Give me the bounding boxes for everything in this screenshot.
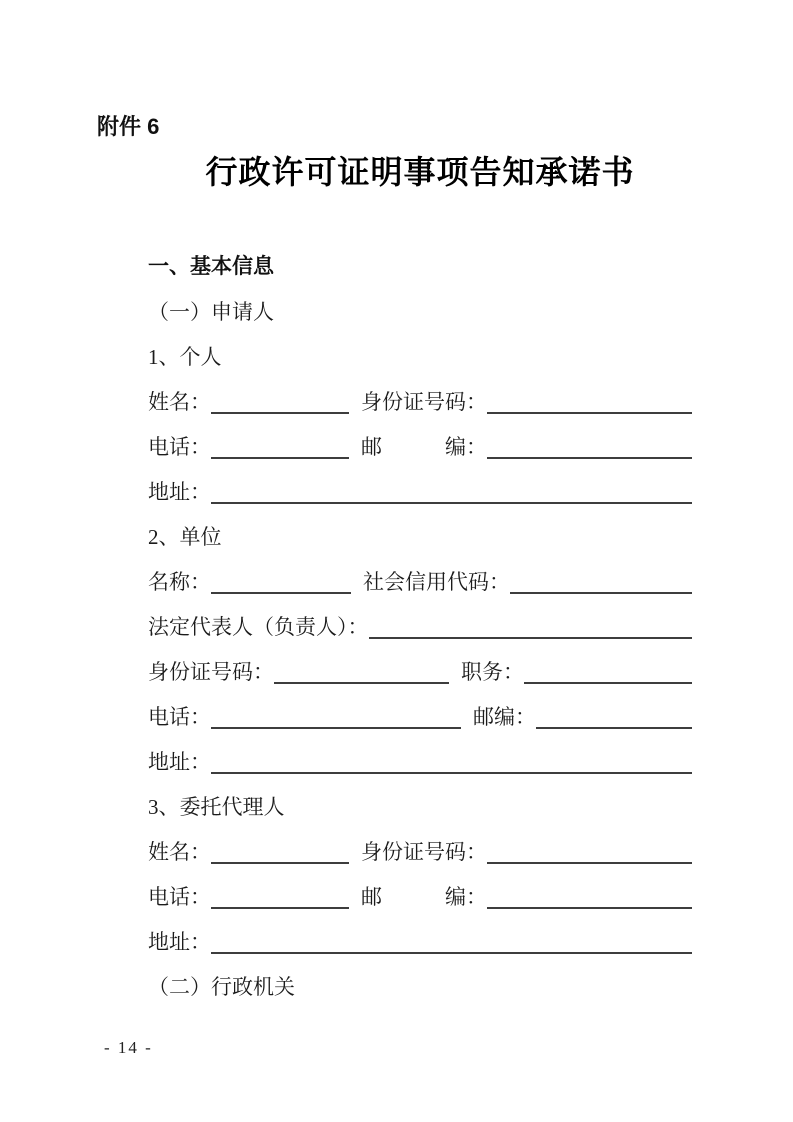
agent-address-label: 地址： (148, 930, 211, 954)
section-basic-info (148, 246, 692, 291)
section-basic-info-label: 一、基本信息 (148, 255, 274, 278)
subsection-unit-label: 2、单位 (148, 525, 222, 549)
postal-code-blank-line (487, 457, 692, 459)
agent-phone-label: 电话： (148, 885, 211, 909)
unit-address-label: 地址： (148, 750, 211, 774)
form-body (148, 246, 692, 1011)
legal-rep-blank-line (369, 637, 693, 639)
name-label: 姓名： (148, 390, 211, 414)
row-unit-name-credit (148, 561, 692, 606)
row-individual-address (148, 471, 692, 516)
credit-code-blank-line (510, 592, 692, 594)
subsection-admin-organ-label: （二）行政机关 (148, 975, 295, 999)
subsection-applicant-label: （一）申请人 (148, 300, 274, 324)
unit-id-number-label: 身份证号码： (148, 660, 274, 684)
agent-id-number-label: 身份证号码： (361, 840, 487, 864)
agent-phone-blank-line (211, 907, 349, 909)
page-number: - 14 - (104, 1038, 153, 1057)
row-unit-address (148, 741, 692, 786)
postal-code-label: 邮 编： (361, 435, 487, 459)
unit-address-blank-line (211, 772, 692, 774)
row-agent-phone-postal (148, 876, 692, 921)
agent-name-label: 姓名： (148, 840, 211, 864)
row-individual-phone-postal (148, 426, 692, 471)
agent-name-blank-line (211, 862, 349, 864)
attachment-label: 附件 6 (97, 114, 160, 139)
unit-phone-blank-line (211, 727, 461, 729)
agent-id-number-blank-line (487, 862, 692, 864)
subsection-individual-label: 1、个人 (148, 345, 222, 369)
id-number-blank-line (487, 412, 692, 414)
address-label: 地址： (148, 480, 211, 504)
unit-postal-blank-line (536, 727, 692, 729)
row-individual-name-id (148, 381, 692, 426)
subsection-unit (148, 516, 692, 561)
id-number-label: 身份证号码： (361, 390, 487, 414)
agent-address-blank-line (211, 952, 692, 954)
row-unit-phone-postal (148, 696, 692, 741)
subsection-admin-organ (148, 966, 692, 1011)
phone-label: 电话： (148, 435, 211, 459)
credit-code-label: 社会信用代码： (363, 570, 510, 594)
unit-phone-label: 电话： (148, 705, 211, 729)
subsection-applicant (148, 291, 692, 336)
unit-postal-label: 邮编： (473, 705, 536, 729)
subsection-agent-label: 3、委托代理人 (148, 795, 285, 819)
agent-postal-label: 邮 编： (361, 885, 487, 909)
row-unit-id-duty (148, 651, 692, 696)
address-blank-line (211, 502, 692, 504)
row-unit-legal-rep (148, 606, 692, 651)
agent-postal-blank-line (487, 907, 692, 909)
unit-name-label: 名称： (148, 570, 211, 594)
name-blank-line (211, 412, 349, 414)
legal-rep-label: 法定代表人（负责人）： (148, 615, 369, 639)
subsection-individual (148, 336, 692, 381)
row-agent-name-id (148, 831, 692, 876)
unit-name-blank-line (211, 592, 351, 594)
subsection-agent (148, 786, 692, 831)
row-agent-address (148, 921, 692, 966)
document-title: 行政许可证明事项告知承诺书 (205, 154, 635, 190)
duty-label: 职务： (461, 660, 524, 684)
unit-id-number-blank-line (274, 682, 449, 684)
phone-blank-line (211, 457, 349, 459)
duty-blank-line (524, 682, 692, 684)
